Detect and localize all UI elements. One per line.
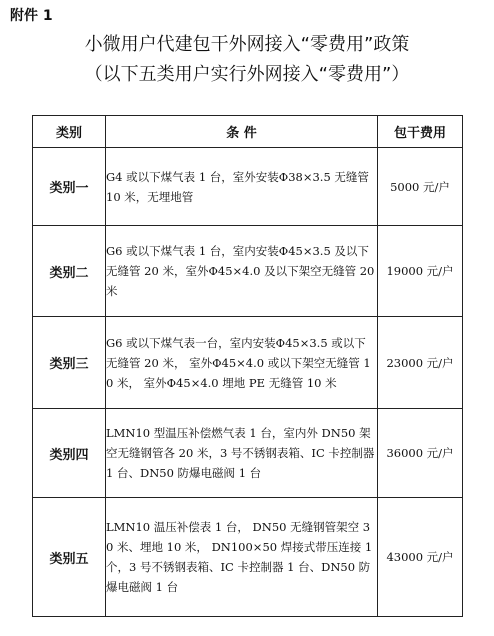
table-row (33, 498, 463, 617)
page-title: 小微用户代建包干外网接入“零费用”政策 (84, 34, 410, 55)
policy-table (32, 115, 463, 617)
category-cell: 类别三 (33, 317, 106, 409)
table-row (33, 226, 463, 317)
category-cell: 类别一 (33, 148, 106, 226)
condition-cell: LMN10 温压补偿表 1 台， DN50 无缝钢管架空 30 米、埋地 10 米， DN100×50 焊接式带压连接 1 个，3 号不锈钢表箱、IC 卡控制器 1 台、DN50 防爆电磁阀 1 台 (106, 498, 378, 617)
fee-cell: 5000 元/户 (378, 148, 463, 226)
fee-cell: 19000 元/户 (378, 226, 463, 317)
category-cell: 类别五 (33, 498, 106, 617)
table-row (33, 317, 463, 409)
table-row (33, 148, 463, 226)
fee-cell: 43000 元/户 (378, 498, 463, 617)
column-header-category: 类别 (33, 116, 106, 148)
column-header-fee: 包干费用 (378, 116, 463, 148)
attachment-label: 附件 1 (10, 8, 53, 24)
category-cell: 类别二 (33, 226, 106, 317)
column-header-condition: 条 件 (106, 116, 378, 148)
page-subtitle: （以下五类用户实行外网接入“零费用”） (84, 64, 410, 85)
fee-cell: 36000 元/户 (378, 409, 463, 498)
condition-cell: G4 或以下煤气表 1 台，室外安装Φ38×3.5 无缝管 10 米，无埋地管 (106, 148, 378, 226)
condition-cell: G6 或以下煤气表一台，室内安装Φ45×3.5 或以下无缝管 20 米， 室外Φ45×4.0 或以下架空无缝管 10 米， 室外Φ45×4.0 埋地 PE 无缝管 10 米 (106, 317, 378, 409)
condition-cell: LMN10 型温压补偿燃气表 1 台，室内外 DN50 架空无缝钢管各 20 米，3 号不锈钢表箱、IC 卡控制器 1 台、DN50 防爆电磁阀 1 台 (106, 409, 378, 498)
table-header-row (33, 116, 463, 148)
table-row (33, 409, 463, 498)
category-cell: 类别四 (33, 409, 106, 498)
condition-cell: G6 或以下煤气表 1 台，室内安装Φ45×3.5 及以下无缝管 20 米，室外Φ45×4.0 及以下架空无缝管 20 米 (106, 226, 378, 317)
fee-cell: 23000 元/户 (378, 317, 463, 409)
